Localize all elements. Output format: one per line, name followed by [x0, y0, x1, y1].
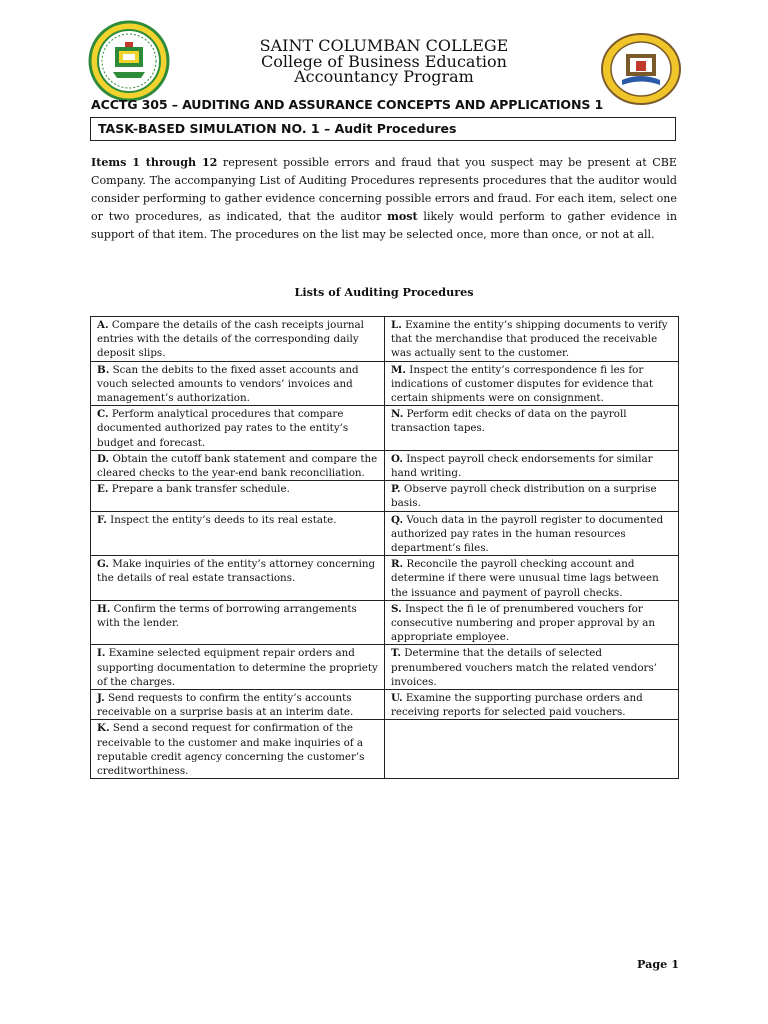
procedure-cell	[91, 645, 385, 690]
procedure-cell	[91, 556, 385, 601]
procedure-text: Prepare a bank transfer schedule.	[111, 483, 290, 496]
procedure-text: Make inquiries of the entity’s attorney concerning the details of real estate transactions.	[97, 558, 376, 585]
procedure-letter: D.	[97, 452, 110, 465]
procedure-text: Vouch data in the payroll register to documented authorized pay rates in the human resources department’s files.	[391, 513, 664, 555]
program-name: Accountancy Program	[294, 67, 474, 86]
procedure-letter: A.	[97, 319, 109, 331]
procedure-letter: S.	[391, 602, 402, 615]
procedure-letter: T.	[391, 647, 401, 660]
procedure-letter: B.	[97, 363, 110, 376]
procedure-cell	[91, 720, 385, 779]
procedure-letter: E.	[97, 483, 109, 496]
procedure-text: Perform edit checks of data on the payroll transaction tapes.	[391, 408, 627, 435]
procedure-text: Confirm the terms of borrowing arrangements with the lender.	[97, 602, 357, 630]
procedure-text: Observe payroll check distribution on a surprise basis.	[391, 483, 657, 510]
procedure-letter: P.	[391, 483, 401, 496]
procedure-row	[91, 690, 679, 720]
procedure-text: Send a second request for confirmation of the receivable to the customer and make inquiries of a reputable credit agency concerning the customer’s creditworthiness.	[97, 722, 365, 778]
auditing-procedures-table	[90, 316, 679, 779]
task-title: TASK-BASED SIMULATION NO. 1 – Audit Procedures	[98, 121, 457, 136]
procedure-cell	[385, 600, 679, 645]
procedure-text: Obtain the cutoff bank statement and compare the cleared checks to the year-end bank reconciliation.	[97, 452, 378, 480]
procedure-row	[91, 406, 679, 451]
instructions-text-part2: likely would perform to gather evidence in support of that item. The procedures on the list may be selected once, more than once, or not at all.	[91, 210, 677, 241]
procedure-letter: M.	[391, 363, 406, 376]
page-number: Page 1	[637, 957, 679, 971]
college-seal-icon	[88, 20, 170, 102]
items-range: Items 1 through 12	[91, 156, 218, 169]
procedure-text: Scan the debits to the fixed asset accounts and vouch selected amounts to vendors’ invoices and management’s authorization.	[97, 363, 359, 405]
course-title: ACCTG 305 – AUDITING AND ASSURANCE CONCEPTS AND APPLICATIONS 1	[91, 97, 604, 112]
procedure-row	[91, 317, 679, 362]
procedure-cell	[91, 361, 385, 406]
department-name: College of Business Education	[261, 52, 507, 71]
instructions-paragraph	[91, 154, 677, 244]
procedure-letter: C.	[97, 408, 109, 421]
procedure-letter: L.	[391, 319, 402, 331]
instructions-text-part1: represent possible errors and fraud that you suspect may be present at CBE Company. The accompanying List of Auditing Procedures represents procedures that the auditor would consider performing to gather evidence concerning possible errors and fraud. For each item, select one or two procedures, as indicated, that the auditor	[91, 156, 677, 223]
department-logo-icon	[600, 32, 682, 106]
procedure-row	[91, 720, 679, 779]
procedure-cell	[91, 406, 385, 451]
procedure-letter: Q.	[391, 513, 404, 526]
procedure-text: Examine selected equipment repair orders and supporting documentation to determine the propriety of the charges.	[97, 647, 378, 688]
procedure-row	[91, 361, 679, 406]
procedure-cell	[385, 361, 679, 406]
procedure-text: Determine that the details of selected prenumbered vouchers match the related vendors’ invoices.	[391, 647, 658, 688]
procedure-letter: O.	[391, 452, 403, 465]
procedure-letter: U.	[391, 692, 403, 705]
procedure-cell	[385, 450, 679, 480]
procedure-cell	[385, 317, 679, 362]
procedure-cell	[385, 511, 679, 556]
college-name: SAINT COLUMBAN COLLEGE	[259, 36, 509, 55]
procedure-letter: F.	[97, 513, 107, 526]
procedure-text: Inspect payroll check endorsements for similar hand writing.	[391, 452, 653, 480]
procedure-letter: H.	[97, 602, 111, 615]
procedure-letter: I.	[97, 647, 106, 660]
task-title-box	[90, 117, 676, 141]
procedure-text: Examine the supporting purchase orders and receiving reports for selected paid vouchers.	[391, 692, 643, 719]
procedure-cell	[91, 317, 385, 362]
procedure-cell	[91, 511, 385, 556]
procedure-cell	[91, 450, 385, 480]
procedure-cell	[385, 690, 679, 720]
procedure-letter: J.	[97, 692, 105, 705]
procedure-cell	[385, 481, 679, 511]
procedure-cell	[91, 481, 385, 511]
procedure-row	[91, 645, 679, 690]
procedure-text: Compare the details of the cash receipts journal entries with the details of the corresponding daily deposit slips.	[97, 319, 364, 360]
procedure-text: Inspect the entity’s deeds to its real estate.	[110, 513, 337, 526]
procedure-row	[91, 450, 679, 480]
procedure-text: Examine the entity’s shipping documents to verify that the merchandise that produced the receivable was actually sent to the customer.	[391, 319, 668, 360]
emphasis-word: most	[387, 210, 418, 223]
procedure-cell	[385, 406, 679, 451]
procedure-letter: N.	[391, 408, 404, 421]
empty-cell	[385, 720, 679, 779]
procedure-cell	[91, 600, 385, 645]
procedure-row	[91, 600, 679, 645]
procedures-list-title: Lists of Auditing Procedures	[294, 285, 474, 299]
procedure-letter: R.	[391, 558, 404, 571]
procedure-text: Inspect the entity’s correspondence fi les for indications of customer disputes for evidence that certain shipments were on consignment.	[391, 363, 653, 405]
procedure-text: Perform analytical procedures that compare documented authorized pay rates to the entity’s budget and forecast.	[97, 408, 349, 449]
procedure-row	[91, 556, 679, 601]
procedure-row	[91, 511, 679, 556]
procedure-text: Inspect the fi le of prenumbered vouchers for consecutive numbering and proper approval by an appropriate employee.	[391, 602, 656, 644]
procedure-letter: G.	[97, 558, 110, 571]
procedure-cell	[385, 556, 679, 601]
procedure-letter: K.	[97, 722, 110, 735]
procedure-cell	[91, 690, 385, 720]
procedure-text: Reconcile the payroll checking account and determine if there were unusual time lags between the issuance and payment of payroll checks.	[391, 558, 659, 599]
procedure-cell	[385, 645, 679, 690]
procedure-text: Send requests to confirm the entity’s accounts receivable on a surprise basis at an interim date.	[97, 692, 354, 719]
procedure-row	[91, 481, 679, 511]
